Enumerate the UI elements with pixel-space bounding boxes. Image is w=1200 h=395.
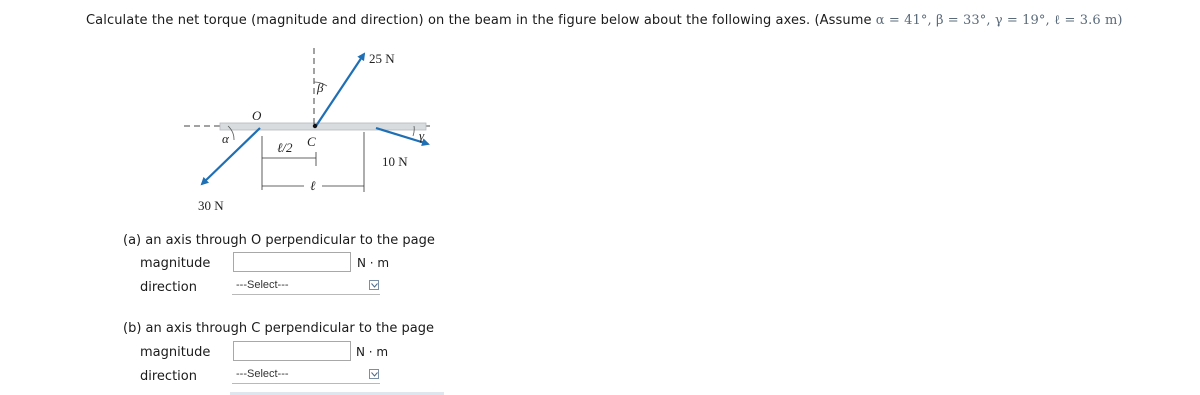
- label-c: C: [307, 134, 316, 149]
- part-b-direction-select[interactable]: [232, 367, 380, 384]
- part-b-unit: N · m: [356, 345, 389, 359]
- label-alpha: α: [222, 131, 229, 146]
- label-30n: 30 N: [198, 198, 224, 213]
- force-30-arrow: [202, 128, 260, 184]
- question-prompt: Calculate the net torque (magnitude and direction) on the beam in the figure below about the following axes. (Assume: [86, 13, 876, 28]
- given-values: α = 41°, β = 33°, γ = 19°, ℓ = 3.6 m): [875, 13, 1123, 28]
- beam-diagram: [180, 40, 460, 220]
- part-a-direction-value: ---Select---: [236, 279, 289, 291]
- label-beta: β: [317, 80, 324, 95]
- part-a-unit: N · m: [357, 256, 390, 270]
- label-l: ℓ: [310, 178, 316, 193]
- beam-figure: [180, 40, 460, 220]
- chevron-down-icon: [369, 280, 379, 290]
- part-a-title: (a) an axis through O perpendicular to the page: [123, 233, 435, 248]
- part-b-direction-value: ---Select---: [236, 368, 289, 380]
- question-text: [86, 12, 1123, 28]
- part-b-magnitude-label: magnitude: [140, 345, 211, 360]
- chevron-down-icon: [369, 369, 379, 379]
- part-b-direction-label: direction: [140, 369, 197, 384]
- point-c: [313, 124, 317, 128]
- beam: [220, 123, 426, 130]
- part-b-magnitude-input[interactable]: [233, 341, 351, 361]
- part-a-direction-select[interactable]: [232, 278, 380, 295]
- label-10n: 10 N: [382, 154, 408, 169]
- label-o: O: [252, 108, 262, 123]
- label-25n: 25 N: [369, 51, 395, 66]
- label-half-l: ℓ/2: [277, 140, 293, 155]
- part-b-title: (b) an axis through C perpendicular to the page: [123, 321, 434, 336]
- part-a-magnitude-label: magnitude: [140, 256, 211, 271]
- part-a-direction-label: direction: [140, 280, 197, 295]
- label-gamma: γ: [419, 128, 425, 143]
- part-a-magnitude-input[interactable]: [233, 252, 351, 272]
